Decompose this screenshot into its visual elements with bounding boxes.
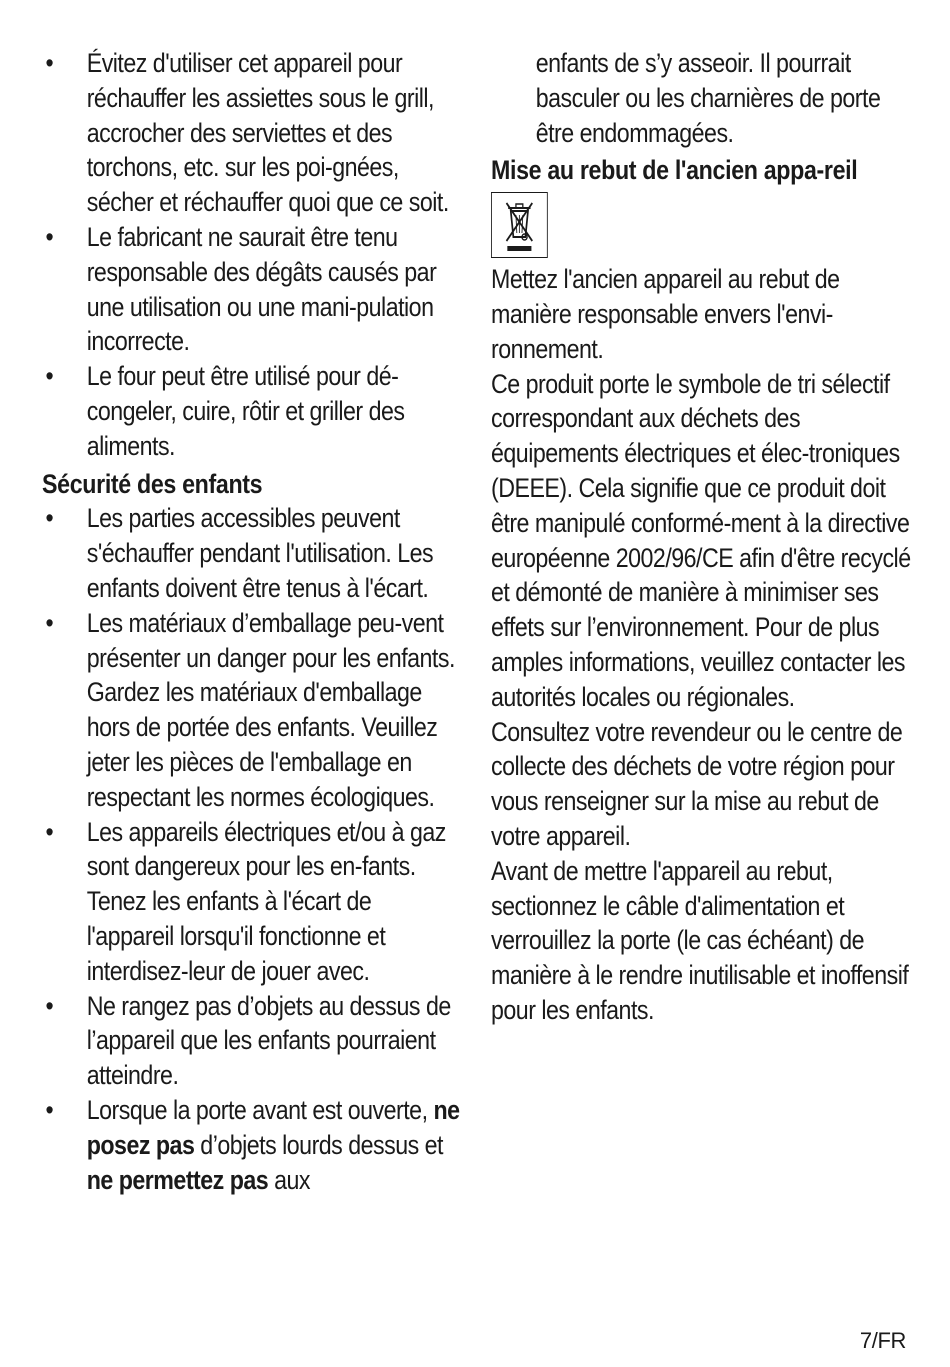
list-item: • Ne rangez pas d’objets au dessus de l’appareil que les enfants pourraient atteindre.	[45, 990, 451, 1091]
paragraph: Avant de mettre l'appareil au rebut, sectionnez le câble d'alimentation et verrouillez la porte (le cas échéant) de manière à le rendre inutilisable et inoffensif pour les enfants.	[491, 855, 909, 1025]
child-safety-bullet-list	[42, 501, 463, 1197]
paragraph: Consultez votre revendeur ou le centre de collecte des déchets de votre région pour vous renseigner sur la mise au rebut de votre appareil.	[491, 716, 903, 851]
weee-crossed-bin-icon	[491, 192, 548, 258]
bullet-continuation: enfants de s’y asseoir. Il pourrait basculer ou les charnières de porte être endommagées.	[535, 48, 881, 148]
right-column	[491, 46, 912, 1028]
emphasis-text: ne permettez pas	[86, 1164, 269, 1195]
paragraph: Ce produit porte le symbole de tri sélectif correspondant aux déchets des équipements électriques et élec-troniques (DEEE). Cela signifie que ce produit doit être manipulé conformé-ment à la directive européenne 2002/96/CE afin d'être recyclé et démonté de manière à minimiser ses effets sur l’environnement. Pour de plus amples informations, veuillez contacter les autorités locales ou régionales.	[491, 368, 911, 712]
section-title-child-safety: Sécurité des enfants	[42, 468, 263, 499]
paragraph: Mettez l'ancien appareil au rebut de manière responsable envers l'envi-ronnement.	[491, 264, 840, 364]
section-title-disposal: Mise au rebut de l'ancien appa-reil	[491, 155, 858, 186]
left-column	[42, 46, 463, 1197]
list-item: • Les parties accessibles peuvent s'échauffer pendant l'utilisation. Les enfants doivent être tenus à l'écart.	[45, 503, 434, 603]
list-item: • Lorsque la porte avant est ouverte, ne posez pas d’objets lourds dessus et ne permettez pas aux	[45, 1094, 460, 1195]
list-item: • Les appareils électriques et/ou à gaz sont dangereux pour les en-fants. Tenez les enfants à l'écart de l'appareil lorsqu'il fonctionne et interdisez-leur de jouer avec.	[45, 816, 446, 986]
page-number: 7/FR	[859, 1328, 906, 1353]
list-item: • Le four peut être utilisé pour dé-congeler, cuire, rôtir et griller des aliments.	[45, 361, 405, 461]
list-item: • Les matériaux d’emballage peu-vent présenter un danger pour les enfants. Gardez les matériaux d'emballage hors de portée des enfants. Veuillez jeter les pièces de l'emballage en respectant les normes écologiques.	[45, 607, 455, 812]
list-item: • Le fabricant ne saurait être tenu responsable des dégâts causés par une utilisation ou une mani-pulation incorrecte.	[45, 221, 437, 357]
emphasis-text: ne posez pas	[86, 1094, 460, 1160]
list-item: • Évitez d'utiliser cet appareil pour réchauffer les assiettes sous le grill, accrocher des serviettes et des torchons, etc. sur les poi-gnées, sécher et réchauffer quoi que ce soit.	[45, 48, 449, 218]
safety-bullet-list	[42, 46, 463, 464]
